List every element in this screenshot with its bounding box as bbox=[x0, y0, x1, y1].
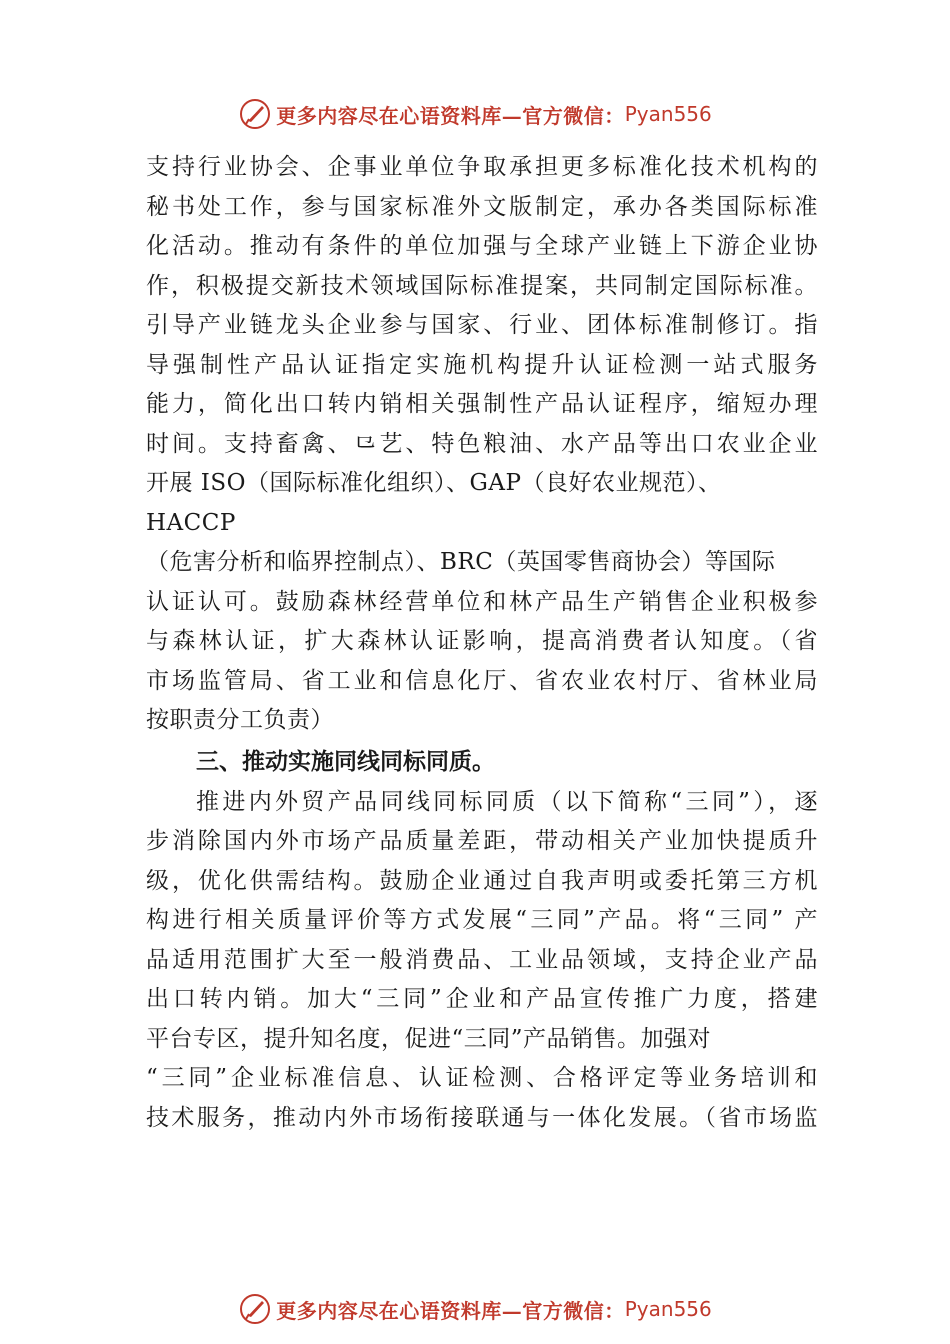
section-heading: 三、推动实施同线同标同质。 bbox=[196, 748, 495, 775]
text-line: 化活动。推动有条件的单位加强与全球产业链上下游企业协 bbox=[146, 233, 818, 259]
text-line: 按职责分工负责） bbox=[146, 707, 334, 733]
watermark-text: 更多内容尽在心语资料库—官方微信： bbox=[276, 1298, 625, 1323]
text-line: 步消除国内外市场产品质量差距，带动相关产业加快提质升 bbox=[146, 828, 818, 854]
paragraph-1 bbox=[146, 148, 818, 741]
text-line: 时间。支持畜禽、⺋艺、特色粮油、水产品等出口农业企业 bbox=[146, 430, 818, 457]
watermark-contact: Pyan556 bbox=[624, 1297, 712, 1321]
paragraph-2 bbox=[146, 783, 818, 1139]
watermark-header bbox=[0, 94, 950, 134]
text-line: 平台专区，提升知名度，促进“三同”产品销售。加强对 bbox=[146, 1025, 712, 1052]
text-line: 与森林认证，扩大森林认证影响，提高消费者认知度。（省 bbox=[146, 628, 818, 654]
text-line: 推进内外贸产品同线同标同质（以下简称“三同”），逐 bbox=[196, 788, 818, 815]
text-line: 构进行相关质量评价等方式发展“三同”产品。将“三同” 产 bbox=[146, 907, 818, 933]
watermark-text: 更多内容尽在心语资料库—官方微信： bbox=[276, 103, 625, 128]
watermark-footer bbox=[0, 1289, 950, 1329]
text-line: 作，积极提交新技术领域国际标准提案，共同制定国际标准。 bbox=[146, 272, 818, 299]
text-line: HACCP bbox=[146, 509, 236, 536]
text-line: 技术服务，推动内外市场衔接联通与一体化发展。（省市场监 bbox=[146, 1104, 818, 1131]
text-line: “三同”企业标准信息、认证检测、合格评定等业务培训和 bbox=[146, 1065, 818, 1091]
text-line: 认证认可。鼓励森林经营单位和林产品生产销售企业积极参 bbox=[146, 588, 818, 615]
text-line: 级，优化供需结构。鼓励企业通过自我声明或委托第三方机 bbox=[146, 867, 818, 894]
document-body bbox=[146, 148, 818, 1138]
text-line: 支持行业协会、企事业单位争取承担更多标准化技术机构的 bbox=[146, 154, 818, 180]
text-line: 品适用范围扩大至一般消费品、工业品领域，支持企业产品 bbox=[146, 946, 818, 973]
text-line: 市场监管局、省工业和信息化厅、省农业农村厅、省林业局 bbox=[146, 667, 818, 694]
quill-logo-icon bbox=[238, 97, 272, 131]
text-line: 开展 ISO（国际标准化组织）、GAP（良好农业规范）、 bbox=[146, 470, 722, 496]
text-line: 出口转内销。加大“三同”企业和产品宣传推广力度，搭建 bbox=[146, 986, 818, 1012]
text-line: 引导产业链龙头企业参与国家、行业、团体标准制修订。指 bbox=[146, 312, 818, 338]
text-line: （危害分析和临界控制点）、BRC（英国零售商协会）等国际 bbox=[146, 549, 776, 575]
text-line: 秘书处工作，参与国家标准外文版制定，承办各类国际标准 bbox=[146, 193, 818, 220]
watermark-contact: Pyan556 bbox=[624, 102, 712, 126]
quill-logo-icon bbox=[238, 1292, 272, 1326]
text-line: 能力，简化出口转内销相关强制性产品认证程序，缩短办理 bbox=[146, 391, 818, 417]
text-line: 导强制性产品认证指定实施机构提升认证检测一站式服务 bbox=[146, 351, 818, 378]
